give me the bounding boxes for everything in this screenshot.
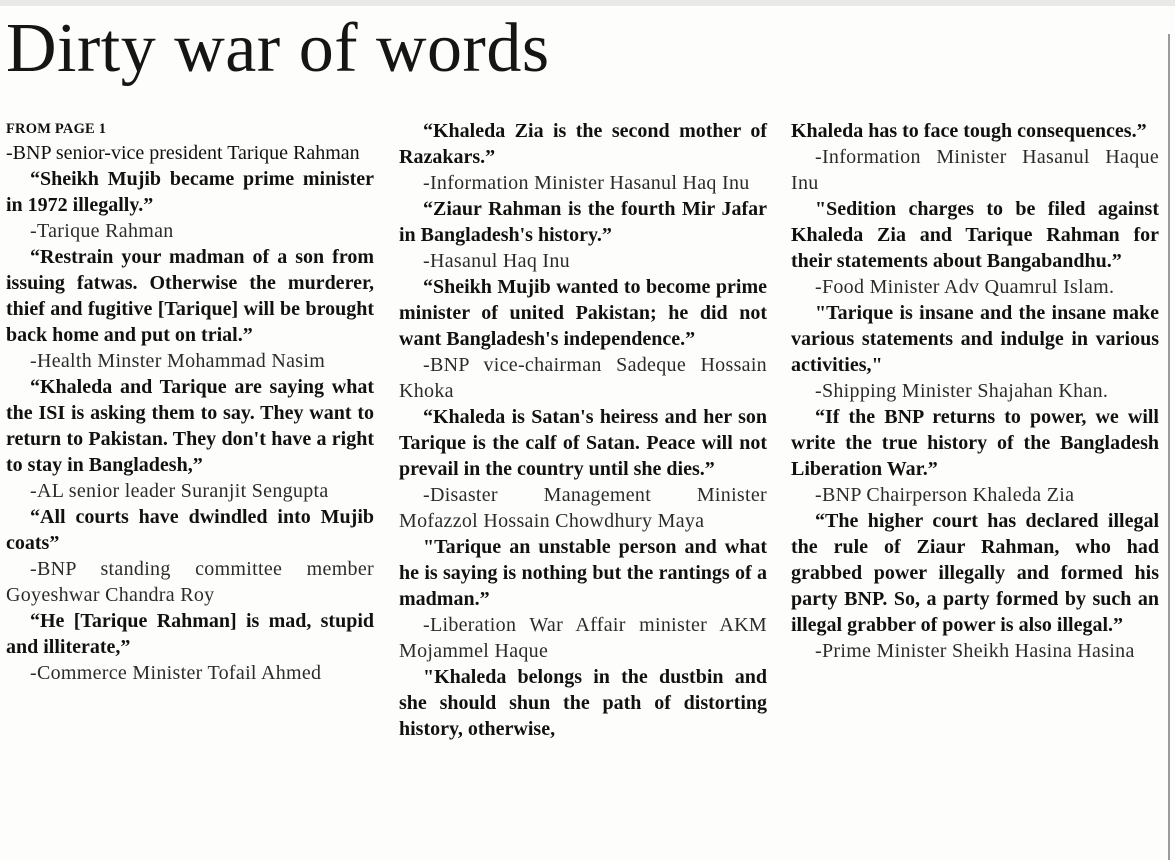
quote: “Khaleda is Satan's heiress and her son Tarique is the calf of Satan. Peace will not prevail in the country until she dies.” [399,406,767,480]
attribution: -Information Minister Hasanul Haq Inu [423,172,750,194]
quote: “Restrain your madman of a son from issuing fatwas. Otherwise the murderer, thief and fugitive [Tarique] will be brought back home and put on trial.” [6,246,374,346]
column-3 [791,118,1159,664]
quote: “Ziaur Rahman is the fourth Mir Jafar in Bangladesh's history.” [399,198,767,246]
headline: Dirty war of words [6,10,550,87]
attribution: -BNP senior-vice president Tarique Rahman [6,142,360,164]
attribution: -Hasanul Haq Inu [423,250,570,272]
attribution: -Health Minster Mohammad Nasim [30,350,326,372]
column-1 [6,118,374,686]
quote: "Khaleda belongs in the dustbin and she should shun the path of distorting history, otherwise, [399,666,767,740]
attribution: -AL senior leader Suranjit Sengupta [30,480,329,502]
column-rule [1168,34,1170,860]
attribution: -BNP Chairperson Khaleda Zia [815,484,1075,506]
quote: "Tarique an unstable person and what he is saying is nothing but the rantings of a madman.” [399,536,767,610]
attribution: -BNP vice-chairman Sadeque Hossain Khoka [399,354,767,402]
quote: “The higher court has declared illegal the rule of Ziaur Rahman, who had grabbed power illegally and formed his party BNP. So, a party formed by such an illegal grabber of power is also illegal.” [791,510,1159,636]
attribution: -Tarique Rahman [30,220,174,242]
quote: “If the BNP returns to power, we will write the true history of the Bangladesh Liberation War.” [791,406,1159,480]
continued-from-label: FROM PAGE 1 [6,121,107,137]
quote: “All courts have dwindled into Mujib coats” [6,506,374,554]
quote: “He [Tarique Rahman] is mad, stupid and illiterate,” [6,610,374,658]
attribution: -Shipping Minister Shajahan Khan. [815,380,1109,402]
quote: “Sheikh Mujib became prime minister in 1972 illegally.” [6,168,374,216]
column-2 [399,118,767,742]
quote: “Khaleda Zia is the second mother of Razakars.” [399,120,767,168]
quote: “Sheikh Mujib wanted to become prime minister of united Pakistan; he did not want Bangladesh's independence.” [399,276,767,350]
attribution: -BNP standing committee member Goyeshwar Chandra Roy [6,558,374,606]
page-top-border [0,0,1175,6]
quote: "Tarique is insane and the insane make various statements and indulge in various activities," [791,302,1159,376]
attribution: -Disaster Management Minister Mofazzol Hossain Chowdhury Maya [399,484,767,532]
quote: “Khaleda and Tarique are saying what the ISI is asking them to say. They want to return to Pakistan. They don't have a right to stay in Bangladesh,” [6,376,374,476]
attribution: -Information Minister Hasanul Haque Inu [791,146,1159,194]
quote-continued: Khaleda has to face tough consequences.” [791,120,1147,142]
attribution: -Food Minister Adv Quamrul Islam. [815,276,1115,298]
quote: "Sedition charges to be filed against Khaleda Zia and Tarique Rahman for their statements about Bangabandhu.” [791,198,1159,272]
attribution: -Commerce Minister Tofail Ahmed [30,662,322,684]
attribution: -Liberation War Affair minister AKM Mojammel Haque [399,614,767,662]
attribution: -Prime Minister Sheikh Hasina Hasina [815,640,1135,662]
